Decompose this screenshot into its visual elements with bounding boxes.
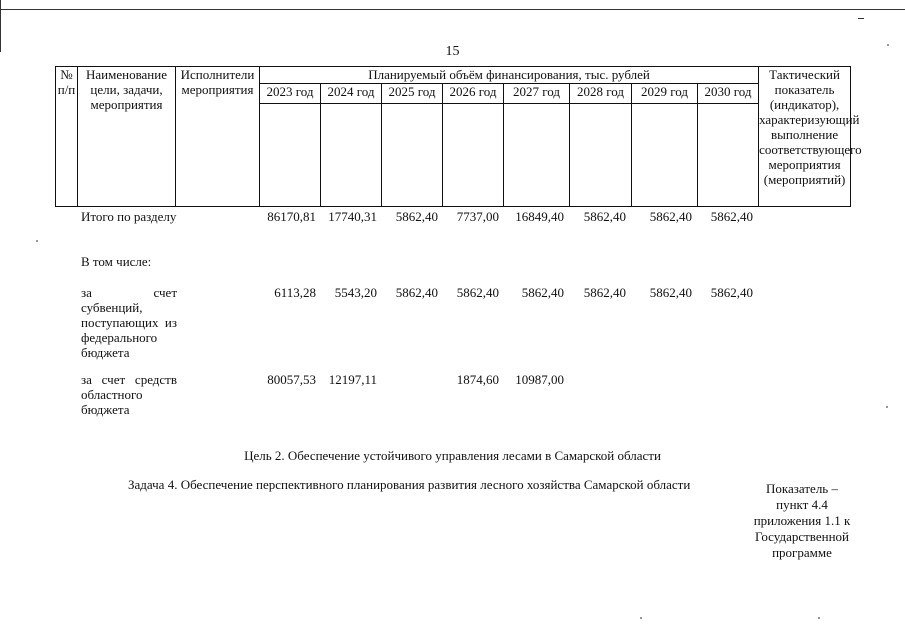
financing-table	[55, 66, 862, 207]
row-label: за счет субвенций, поступающих из федерального бюджета	[81, 285, 177, 360]
header-year: 2024 год	[321, 84, 382, 104]
value-2025: 5862,40	[395, 285, 438, 300]
header-year: 2027 год	[504, 84, 570, 104]
header-year: 2026 год	[443, 84, 504, 104]
value-2023: 80057,53	[267, 372, 316, 387]
task-heading: Задача 4. Обеспечение перспективного планирования развития лесного хозяйства Самарской области	[128, 477, 691, 492]
header-num: № п/п	[56, 67, 78, 207]
year-cell-empty	[698, 104, 759, 207]
row-label: Итого по разделу	[81, 209, 177, 224]
scan-dust	[640, 617, 642, 619]
indicator-note: Показатель – пункт 4.4 приложения 1.1 к Государственной программе	[753, 481, 851, 560]
row-label: В том числе:	[81, 254, 152, 269]
value-2028: 5862,40	[583, 285, 626, 300]
scan-top-border	[0, 9, 905, 10]
value-2027: 16849,40	[515, 209, 564, 224]
year-cell-empty	[382, 104, 443, 207]
header-executors: Исполнители мероприятия	[176, 67, 260, 207]
header-name: Наименование цели, задачи, мероприятия	[78, 67, 176, 207]
year-cell-empty	[443, 104, 504, 207]
value-2025: 5862,40	[395, 209, 438, 224]
header-year: 2028 год	[570, 84, 632, 104]
value-2029: 5862,40	[649, 209, 692, 224]
value-2026: 5862,40	[456, 285, 499, 300]
value-2026: 7737,00	[456, 209, 499, 224]
value-2027: 10987,00	[515, 372, 564, 387]
value-2030: 5862,40	[710, 209, 753, 224]
scan-dust	[818, 617, 820, 619]
header-year: 2029 год	[632, 84, 698, 104]
year-cell-empty	[260, 104, 321, 207]
value-2023: 6113,28	[274, 285, 316, 300]
header-indicator: Тактический показатель (индикатор), характеризующий выполнение соответствующего мероприятия (мероприятий)	[759, 67, 851, 207]
page-number: 15	[445, 44, 460, 59]
value-2023: 86170,81	[267, 209, 316, 224]
scan-mark	[858, 18, 864, 19]
header-planned-financing: Планируемый объём финансирования, тыс. рублей	[260, 67, 759, 84]
year-cell-empty	[632, 104, 698, 207]
value-2029: 5862,40	[649, 285, 692, 300]
goal-heading: Цель 2. Обеспечение устойчивого управления лесами в Самарской области	[244, 448, 661, 463]
header-year: 2023 год	[260, 84, 321, 104]
header-year: 2030 год	[698, 84, 759, 104]
header-year: 2025 год	[382, 84, 443, 104]
value-2024: 17740,31	[328, 209, 377, 224]
year-cell-empty	[504, 104, 570, 207]
value-2024: 12197,11	[328, 372, 377, 387]
value-2028: 5862,40	[583, 209, 626, 224]
row-label: за счет средств областного бюджета	[81, 372, 177, 417]
scan-dust	[36, 240, 38, 242]
year-cell-empty	[321, 104, 382, 207]
value-2026: 1874,60	[456, 372, 499, 387]
value-2024: 5543,20	[334, 285, 377, 300]
value-2030: 5862,40	[710, 285, 753, 300]
year-cell-empty	[570, 104, 632, 207]
scan-dust	[886, 406, 888, 408]
value-2027: 5862,40	[521, 285, 564, 300]
